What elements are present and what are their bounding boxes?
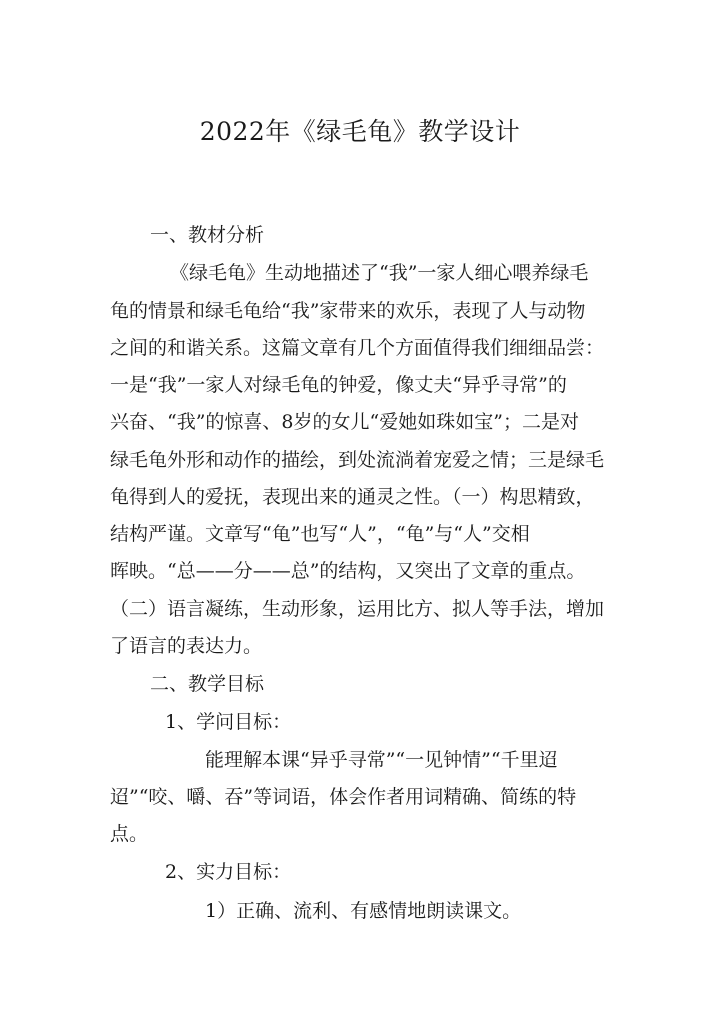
section-heading-analysis: 一、教材分析 [150,224,265,246]
paragraph-line: 龟得到人的爱抚，表现出来的通灵之性。（一）构思精致， [110,486,595,508]
paragraph-line: 迢”“咬、嚼、吞”等词语，体会作者用词精确、简练的特 [110,786,577,808]
paragraph-line: 绿毛龟外形和动作的描绘，到处流淌着宠爱之情；三是绿毛 [110,449,605,471]
paragraph-line: 能理解本课“异乎寻常”“一见钟情”“千里迢 [205,749,558,771]
paragraph-line: 结构严谨。文章写“龟”也写“人”，“龟”与“人”交相 [110,523,530,545]
paragraph-line: 之间的和谐关系。这篇文章有几个方面值得我们细细品尝： [110,337,605,359]
paragraph-line: 《绿毛龟》生动地描述了“我”一家人细心喂养绿毛 [170,262,589,284]
paragraph-line: 龟的情景和绿毛龟给“我”家带来的欢乐，表现了人与动物 [110,300,586,322]
section-heading-objectives: 二、教学目标 [150,673,265,695]
paragraph-line: 晖映。“总——分——总”的结构，又突出了文章的重点。 [110,560,586,582]
paragraph-line: 了语言的表达力。 [110,635,263,657]
subsection-heading-ability: 2、实力目标： [165,861,292,883]
paragraph-line: 一是“我”一家人对绿毛龟的钟爱，像丈夫“异乎寻常”的 [110,374,567,396]
paragraph-line: （二）语言凝练，生动形象，运用比方、拟人等手法，增加 [110,598,605,620]
subsection-heading-knowledge: 1、学问目标： [165,711,292,733]
list-item: 1）正确、流利、有感情地朗读课文。 [205,900,522,922]
paragraph-line: 兴奋、“我”的惊喜、8岁的女儿“爱她如珠如宝”；二是对 [110,411,579,433]
paragraph-line: 点。 [110,823,149,845]
document-title: 2022年《绿毛龟》教学设计 [199,117,521,146]
